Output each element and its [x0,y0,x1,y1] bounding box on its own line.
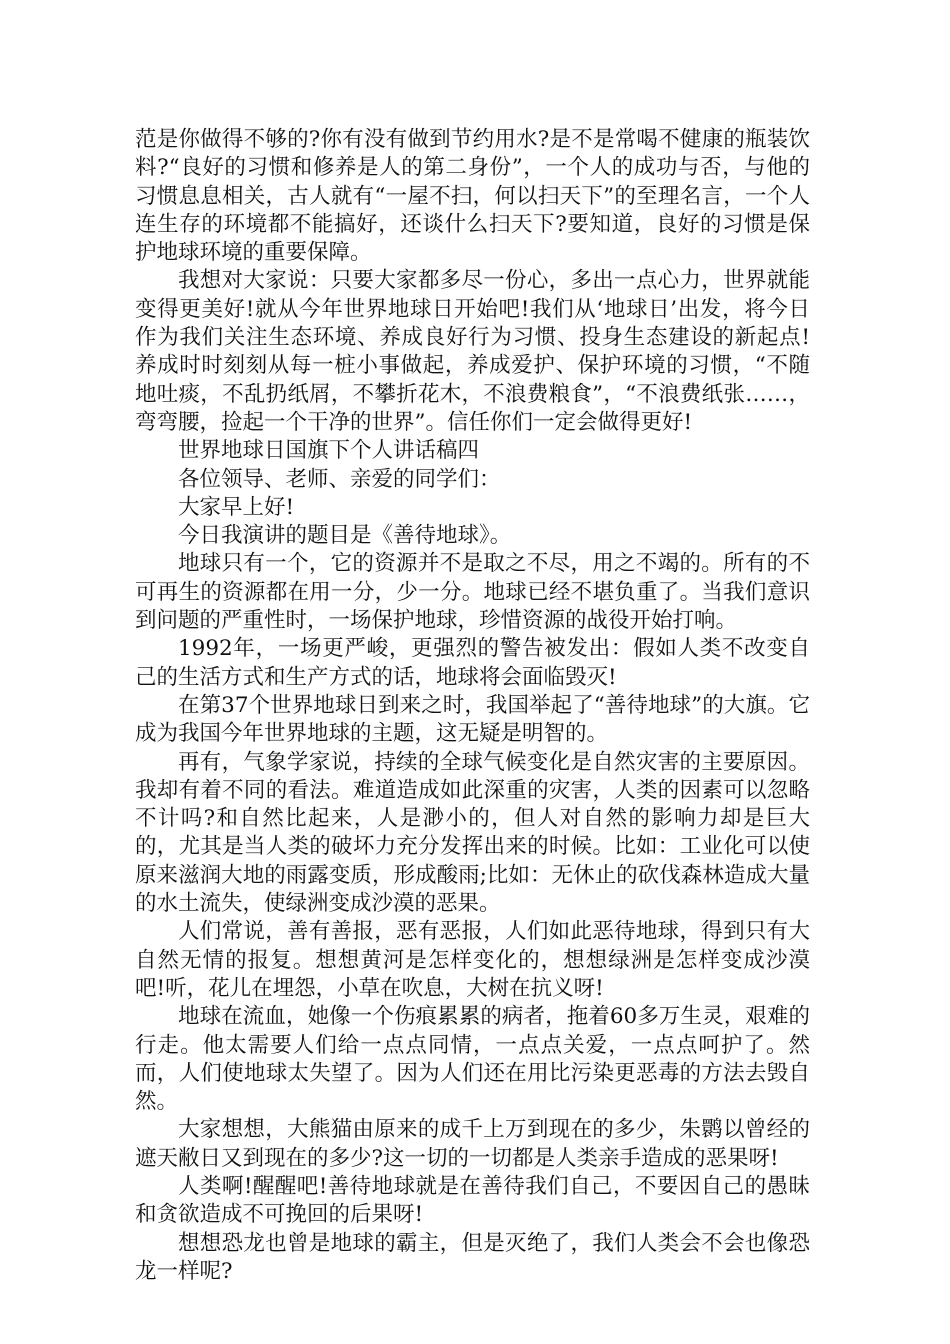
greeting: 大家早上好! [178,494,295,520]
paragraph-wake-up: 人类啊!醒醒吧!善待地球就是在善待我们自己，不要因自己的愚昧和贪欲造成不可挽回的后果呀! [135,1173,810,1228]
paragraph-endangered-species: 大家想想，大熊猫由原来的成千上万到现在的多少，朱鹮以曾经的遮天敝日又到现在的多少?这一切的一切都是人类亲手造成的恶果呀! [135,1117,810,1171]
paragraph-continuation: 范是你做得不够的?你有没有做到节约用水?是不是常喝不健康的瓶装饮料?“良好的习惯和修养是人的第二身份”，一个人的成功与否，与他的习惯息息相关，古人就有“一屋不扫，何以扫天下”的至理名言，一个人连生存的环境都不能搞好，还谈什么扫天下?要知道，良好的习惯是保护地球环境的重要保障。 [135,127,810,266]
paragraph-earth-bleeding: 地球在流血，她像一个伤痕累累的病者，拖着60多万生灵，艰难的行走。他太需要人们给一点点同情，一点点关爱，一点点呵护了。然而，人们使地球太失望了。因为人们还在用比污染更恶毒的方法去毁自然。 [135,1004,810,1115]
paragraph-37th-earth-day: 在第37个世界地球日到来之时，我国举起了“善待地球”的大旗。它成为我国今年世界地球的主题，这无疑是明智的。 [135,692,810,747]
salutation: 各位领导、老师、亲爱的同学们： [178,466,501,492]
topic-line: 今日我演讲的题目是《善待地球》。 [178,523,512,549]
paragraph-1992-warning: 1992年，一场更严峻，更强烈的警告被发出：假如人类不改变自己的生活方式和生产方式的话，地球将会面临毁灭! [135,636,810,690]
paragraph-climate: 再有，气象学家说，持续的全球气候变化是自然灾害的主要原因。我却有着不同的看法。难道造成如此深重的灾害，人类的因素可以忽略不计吗?和自然比起来，人是渺小的，但人对自然的影响力却是巨大的，尤其是当人类的破坏力充分发挥出来的时候。比如：工业化可以使原来滋润大地的雨露变质，形成酸雨;比如：无休止的砍伐森林造成大量的水土流失，使绿洲变成沙漠的恶果。 [135,749,810,917]
paragraph-resources: 地球只有一个，它的资源并不是取之不尽，用之不竭的。所有的不可再生的资源都在用一分，少一分。地球已经不堪负重了。当我们意识到问题的严重性时，一场保护地球，珍惜资源的战役开始打响。 [135,551,810,634]
paragraph-appeal: 我想对大家说：只要大家都多尽一份心，多出一点心力，世界就能变得更美好!就从今年世界地球日开始吧!我们从‘地球日’出发，将今日作为我们关注生态环境、养成良好行为习惯、投身生态建设的新起点!养成时时刻刻从每一桩小事做起，养成爱护、保护环境的习惯，“不随地吐痰，不乱扔纸屑，不攀折花木，不浪费粮食”，“不浪费纸张……，弯弯腰，捡起一个干净的世界”。信任你们一定会做得更好! [135,268,810,435]
document-body [135,126,810,1286]
paragraph-retribution: 人们常说，善有善报，恶有恶报，人们如此恶待地球，得到只有大自然无情的报复。想想黄河是怎样变化的，想想绿洲是怎样变成沙漠吧!听，花儿在埋怨，小草在吹息，大树在抗义呀! [135,919,810,1001]
paragraph-dinosaurs: 想想恐龙也曾是地球的霸主，但是灭绝了，我们人类会不会也像恐龙一样呢? [135,1230,810,1284]
speech-title-line: 世界地球日国旗下个人讲话稿四 [178,438,480,464]
